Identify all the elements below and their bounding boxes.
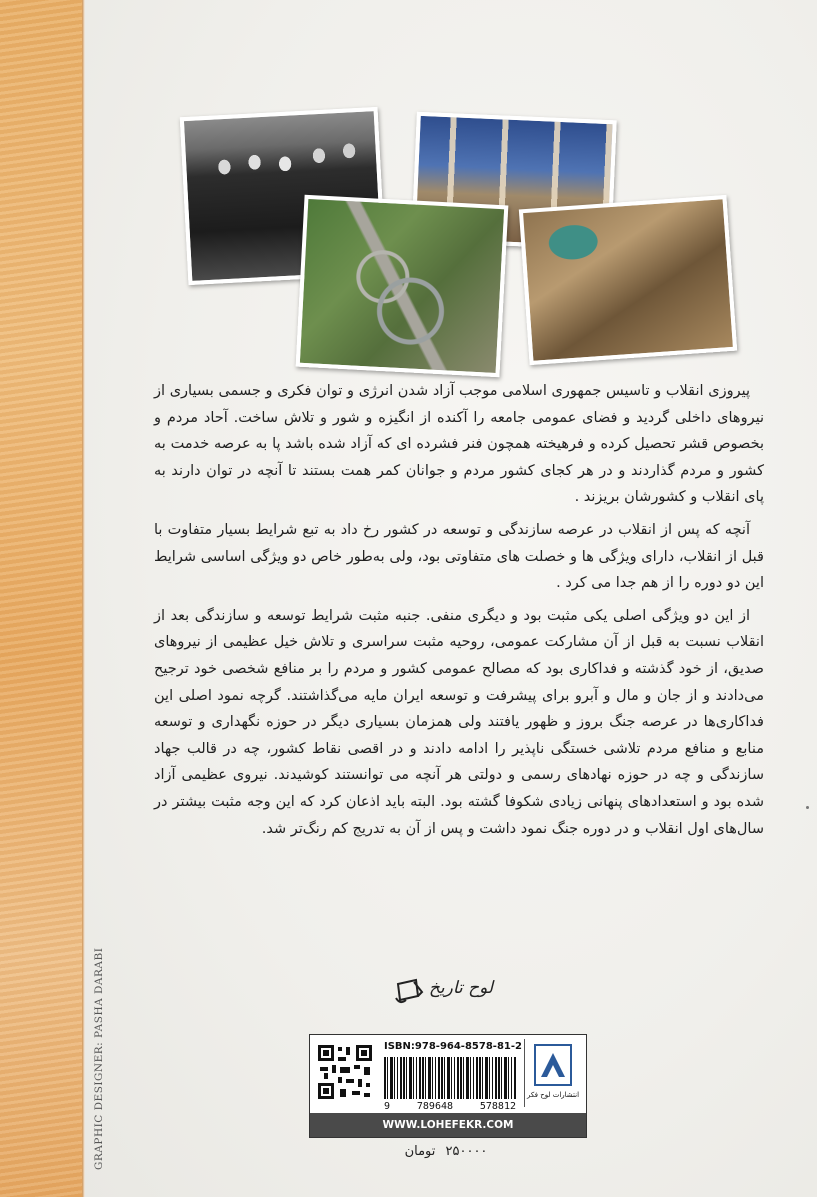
price-currency: تومان xyxy=(404,1144,436,1159)
barcode-digit-group: 578812 xyxy=(479,1101,516,1112)
blurb-paragraph-1: پیروزی انقلاب و تاسیس جمهوری اسلامی موجب آزاد شدن انرژی و توان فکری و جسمی بسیاری از نیروهای داخلی گردید و فضای عمومی جامعه را آکنده از انگیزه و شور و تلاش ساخت. آحاد مردم و بخصوص قشر تحصیل کرده و فرهیخته همچون فنر فشرده ای که آزاد شده باشد پا به عرصه خدمت به کشور و مردم گذاردند و در هر کجای کشور مردم و جوانان کمر همت بستند تا آنچه در توان دارند به پای انقلاب و کشورشان بریزند . xyxy=(154,383,764,506)
barcode-digit-group: 9 xyxy=(384,1101,391,1112)
isbn-number: ISBN:978-964-8578-81-2 xyxy=(384,1041,522,1052)
designer-credit: GRAPHIC DESIGNER: PASHA DARABI xyxy=(93,947,105,1170)
price-amount: ۲۵۰۰۰۰ xyxy=(445,1144,488,1159)
brand-logo-text: لوح تاریخ xyxy=(428,978,494,998)
barcode-digits xyxy=(384,1101,516,1112)
barcode-digit-group: 789648 xyxy=(416,1101,454,1112)
barcode xyxy=(384,1057,516,1099)
publisher-logo-icon xyxy=(533,1043,573,1087)
publisher-logo xyxy=(524,1039,581,1107)
highway-photo xyxy=(296,195,509,377)
speck xyxy=(806,806,809,809)
isbn-box xyxy=(309,1034,587,1138)
dam-photo xyxy=(519,195,737,365)
scroll-icon xyxy=(394,978,424,1006)
blurb-text xyxy=(154,378,764,848)
website-banner: WWW.LOHEFEKR.COM xyxy=(310,1113,586,1137)
publisher-name: انتشارات لوح فکر xyxy=(526,1091,580,1099)
blurb-paragraph-3: از این دو ویژگی اصلی یکی مثبت بود و دیگری منفی. جنبه مثبت شرایط توسعه و سازندگی بعد از انقلاب نسبت به قبل از آن مشارکت عمومی، روحیه مثبت سراسری و تلاش خیل عظیمی از نیروهای صدیق، از خود گذشته و فداکاری بود که مصالح عمومی کشور و مردم را بر منافع شخصی خود ترجیح می‌دادند و از جان و مال و آبرو برای پیشرفت و توسعه ایران مایه می‌گذاشتند. گرچه نمود اصلی این فداکاری‌ها در عرصه جنگ بروز و ظهور یافتند ولی همزمان بسیاری دیگر در حوزه نگهداری و توسعه منابع و منافع مردم تلاشی خستگی ناپذیر را ادامه دادند و در اقصی نقاط کشور، چه در قالب جهاد سازندگی و چه در حوزه نهادهای رسمی و دولتی هر آنچه می توانستند کوشیدند. نیروی عظیمی آزاد شده بود و استعدادهای پنهانی زیادی شکوفا گشته بود. البته باید اذعان کرد که این وجه مثبت بیشتر در سال‌های اول انقلاب و در دوره جنگ نمود داشت و پس از آن به تدریج کم رنگ‌تر شد. xyxy=(154,607,764,837)
qr-code-icon xyxy=(316,1043,374,1101)
book-spine xyxy=(0,0,84,1197)
publisher-brand xyxy=(390,968,500,1016)
price-label xyxy=(386,1144,506,1159)
blurb-paragraph-2: آنچه که پس از انقلاب در عرصه سازندگی و توسعه در کشور رخ داد به تبع شرایط بسیار متفاوت با قبل از انقلاب، دارای ویژگی ها و خصلت های متفاوتی بود، ولی به‌طور خاص دو ویژگی اساسی شرایط این دو دوره را از هم جدا می کرد . xyxy=(154,521,764,592)
